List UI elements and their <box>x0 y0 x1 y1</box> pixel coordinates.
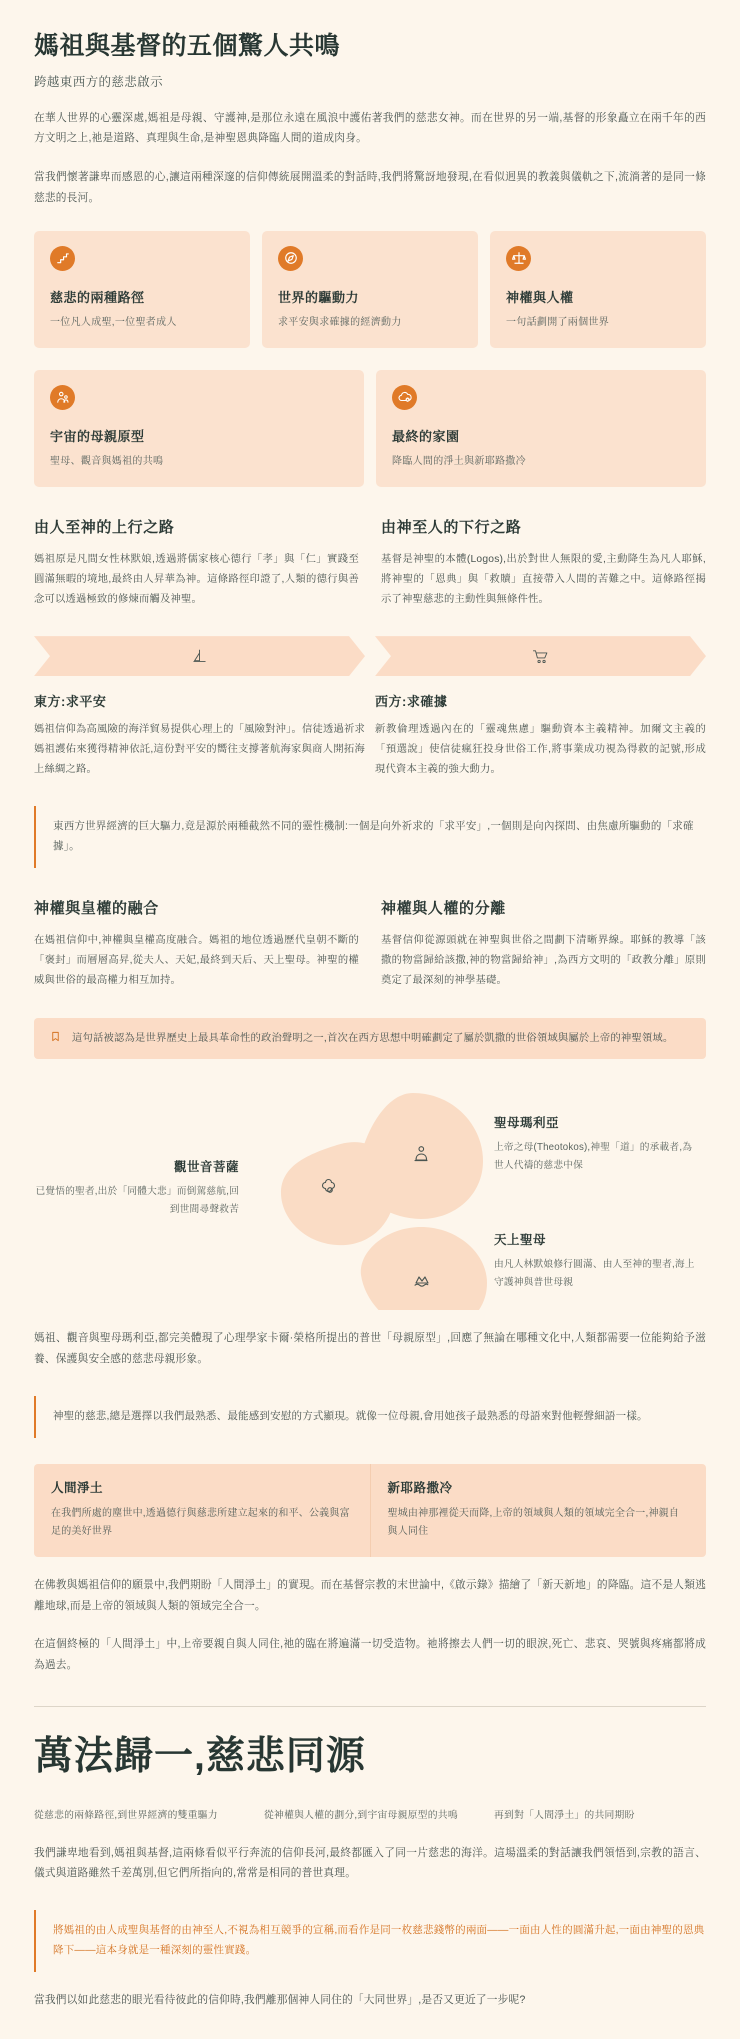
panel-desc: 在我們所處的塵世中,透過德行與慈悲所建立起來的和平、公義與富足的美好世界 <box>51 1507 350 1537</box>
section-body: 基督信仰從源頭就在神聖與世俗之間劃下清晰界線。耶穌的教導「該撒的物當歸給該撒,神的物當歸給神」,為西方文明的「政教分離」原則奠定了最深刻的神學基礎。 <box>381 935 706 987</box>
card-title: 宇宙的母親原型 <box>50 428 145 444</box>
card-title: 最終的家園 <box>392 428 460 444</box>
petal-title: 聖母瑪利亞 <box>494 1116 560 1131</box>
power-fusion <box>34 898 359 991</box>
highlight-cards-row-1 <box>34 231 706 348</box>
mother-archetype-diagram <box>34 1085 706 1310</box>
archetype-quote: 神聖的慈悲,總是選擇以我們最熟悉、最能感到安慰的方式顯現。就像一位母親,會用她孩子最熟悉的母語來對他輕聲細語一樣。 <box>34 1396 706 1438</box>
banner-title: 西方:求確據 <box>375 694 448 710</box>
panel-title: 新耶路撒冷 <box>387 1480 453 1495</box>
petal-desc: 上帝之母(Theotokos),神聖「道」的承載者,為世人代禱的慈悲中保 <box>494 1142 693 1171</box>
path-ascent <box>34 517 359 610</box>
finale-title: 萬法歸一,慈悲同源 <box>34 1735 366 1779</box>
page-subtitle: 跨越東西方的慈悲啟示 <box>34 74 164 89</box>
economy-banners <box>34 636 706 780</box>
highlight-card[interactable] <box>376 370 706 487</box>
banner-body: 媽祖信仰為高風險的海洋貿易提供心理上的「風險對沖」。信徒透過祈求媽祖護佑來獲得精神依託,這份對平安的嚮往支撐著航海家與商人開拓海上絲綢之路。 <box>34 724 365 776</box>
section-body: 媽祖原是凡間女性林默娘,透過將儒家核心德行「孝」與「仁」實踐至圓滿無暇的境地,最終由人昇華為神。這條路徑印證了,人類的德行與善念可以透過極致的修煉而觸及神聖。 <box>34 553 359 606</box>
card-title: 慈悲的兩種路徑 <box>50 289 145 305</box>
sailboat-icon <box>191 648 208 665</box>
mother-child-icon <box>50 385 75 410</box>
scales-icon <box>506 246 531 271</box>
bookmark-icon <box>50 1030 61 1042</box>
homeland-panel[interactable] <box>34 1464 370 1557</box>
finale-closing: 當我們以如此慈悲的眼光看待彼此的信仰時,我們離那個神人同住的「大同世界」,是否又更近了一步呢? <box>34 1994 526 2007</box>
pillar-item: 從慈悲的兩條路徑,到世界經濟的雙重驅力 <box>34 1809 218 1821</box>
archetype-summary: 媽祖、觀音與聖母瑪利亞,都完美體現了心理學家卡爾·榮格所提出的普世「母親原型」,回應了無論在哪種文化中,人類都需要一位能夠給予滋養、保護與安全感的慈悲母親形象。 <box>34 1332 706 1365</box>
petal-label-mary <box>494 1113 699 1175</box>
petal-shapes <box>225 1085 515 1310</box>
intro-paragraph-1: 在華人世界的心靈深處,媽祖是母親、守護神,是那位永遠在風浪中護佑著我們的慈悲女神。而在世界的另一端,基督的形象矗立在兩千年的西方文明之上,祂是道路、真理與生命,是神聖恩典降臨人間的道成肉身。 <box>34 111 706 145</box>
banner-body: 新教倫理透過內在的「靈魂焦慮」驅動資本主義精神。加爾文主義的「預選說」使信徒瘋狂投身世俗工作,將事業成功視為得救的記號,形成現代資本主義的強大動力。 <box>375 724 706 776</box>
petal-label-mazu <box>494 1230 699 1292</box>
section-divider <box>34 1706 706 1707</box>
petal-title: 觀世音菩薩 <box>173 1160 239 1175</box>
highlight-cards-row-2 <box>34 370 706 487</box>
card-desc: 降臨人間的淨土與新耶路撒冷 <box>392 455 526 467</box>
petal-desc: 已覺悟的聖者,出於「同體大悲」而倒駕慈航,回到世間尋聲救苦 <box>35 1186 239 1215</box>
section-heading: 由人至神的上行之路 <box>34 518 175 536</box>
section-heading: 由神至人的下行之路 <box>381 518 522 536</box>
finale-section <box>34 1733 706 2011</box>
section-body: 在媽祖信仰中,神權與皇權高度融合。媽祖的地位透過歷代皇朝不斷的「褒封」而層層高昇,從夫人、天妃,最終到天后、天上聖母。神聖的權威與世俗的最高權力相互加持。 <box>34 935 359 987</box>
intro-paragraph-2: 當我們懷著謙卑而感恩的心,讓這兩種深邃的信仰傳統展開溫柔的對話時,我們將驚訝地發現,在看似迥異的教義與儀軌之下,流淌著的是同一條慈悲的長河。 <box>34 171 706 205</box>
homeland-panel[interactable] <box>370 1464 707 1557</box>
pillar-item: 再到對「人間淨土」的共同期盼 <box>494 1809 635 1821</box>
finale-body: 我們謙卑地看到,媽祖與基督,這兩條看似平行奔流的信仰長河,最終都匯入了同一片慈悲的海洋。這場溫柔的對話讓我們領悟到,宗教的語言、儀式與道路雖然千差萬別,但它們所指向的,常常是相同的普世真理。 <box>34 1846 706 1880</box>
economy-quote: 東西方世界經濟的巨大驅力,竟是源於兩種截然不同的靈性機制:一個是向外祈求的「求平安」,一個則是向內探問、由焦慮所驅動的「求確據」。 <box>34 806 706 868</box>
cloud-city-icon <box>392 385 417 410</box>
chevron-banner-east <box>34 636 365 676</box>
economy-west <box>375 636 706 780</box>
finale-quote: 將媽祖的由人成聖與基督的由神至人,不視為相互競爭的宣稱,而看作是同一枚慈悲錢幣的兩面——一面由人性的圓滿升起,一面由神聖的恩典降下——這本身就是一種深刻的靈性實踐。 <box>34 1910 706 1972</box>
two-paths-section <box>34 517 706 610</box>
note-text: 這句話被認為是世界歷史上最具革命性的政治聲明之一,首次在西方思想中明確劃定了屬於凱撒的世俗領域與屬於上帝的神聖領域。 <box>72 1032 674 1044</box>
pillar-item: 從神權與人權的劃分,到宇宙母親原型的共鳴 <box>264 1809 458 1821</box>
card-title: 神權與人權 <box>506 289 574 305</box>
highlight-card[interactable] <box>34 370 364 487</box>
card-desc: 聖母、觀音與媽祖的共鳴 <box>50 455 164 467</box>
petal-label-guanyin <box>34 1157 239 1219</box>
highlight-card[interactable] <box>490 231 706 348</box>
panel-desc: 聖城由神那裡從天而降,上帝的領域與人類的領域完全合一,神親自與人同住 <box>387 1507 680 1537</box>
card-desc: 一位凡人成聖,一位聖者成人 <box>50 316 177 328</box>
page-header <box>34 0 706 90</box>
section-body: 基督是神聖的本體(Logos),出於對世人無限的愛,主動降生為凡人耶穌,將神聖的「恩典」與「救贖」直接帶入人間的苦難之中。這條路徑揭示了神聖慈悲的主動性與無條件性。 <box>381 553 706 606</box>
homeland-paragraph-1: 在佛教與媽祖信仰的願景中,我們期盼「人間淨土」的實現。而在基督宗教的末世論中,《啟示錄》描繪了「新天新地」的降臨。這不是人類逃離地球,而是上帝的領域與人類的領域完全合一。 <box>34 1578 706 1612</box>
homeland-panels <box>34 1464 706 1557</box>
homeland-paragraph-2: 在這個終極的「人間淨土」中,上帝要親自與人同住,祂的臨在將遍滿一切受造物。祂將擦去人們一切的眼淚,死亡、悲哀、哭號與疼痛都將成為過去。 <box>34 1638 706 1672</box>
power-section <box>34 898 706 991</box>
highlight-card[interactable] <box>262 231 478 348</box>
path-descent <box>381 517 706 610</box>
finale-pillars <box>34 1808 706 1825</box>
section-heading: 神權與人權的分離 <box>381 900 506 918</box>
card-desc: 一句話劃開了兩個世界 <box>506 316 609 328</box>
power-note <box>34 1018 706 1060</box>
banner-title: 東方:求平安 <box>34 694 107 710</box>
petal-title: 天上聖母 <box>494 1233 547 1248</box>
shopping-cart-icon <box>532 648 549 665</box>
chevron-banner-west <box>375 636 706 676</box>
card-desc: 求平安與求確據的經濟動力 <box>278 316 402 328</box>
economy-east <box>34 636 365 780</box>
power-separation <box>381 898 706 991</box>
compass-icon <box>278 246 303 271</box>
page-title: 媽祖與基督的五個驚人共鳴 <box>34 32 341 60</box>
stairs-icon <box>50 246 75 271</box>
petal-desc: 由凡人林默娘修行圓滿、由人至神的聖者,海上守護神與普世母親 <box>494 1259 695 1288</box>
section-heading: 神權與皇權的融合 <box>34 900 159 918</box>
card-title: 世界的驅動力 <box>278 289 360 305</box>
highlight-card[interactable] <box>34 231 250 348</box>
panel-title: 人間淨土 <box>51 1480 104 1495</box>
petal-top-right <box>358 1093 483 1219</box>
petal-bottom-right <box>361 1227 487 1310</box>
